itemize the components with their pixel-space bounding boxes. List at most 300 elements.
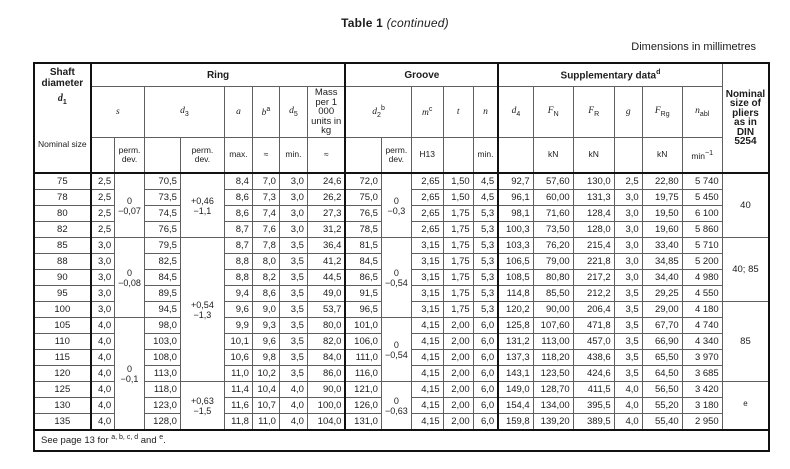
header-m-h13: H13 <box>411 138 443 174</box>
cell-m: 2,65 <box>411 206 443 222</box>
header-group-supplementary: Supplementary data$^d$ <box>498 63 722 87</box>
cell-n: 5,3 <box>473 222 498 238</box>
cell-fr: 128,0 <box>573 222 614 238</box>
cell-d1: 120 <box>34 366 91 382</box>
shaft-diameter-label: Shaft diameter <box>41 67 84 89</box>
header-g: g <box>614 87 642 138</box>
cell-d5: 4,0 <box>279 398 307 414</box>
cell-a: 11,0 <box>224 366 252 382</box>
header-mass-approx: ≈ <box>307 138 345 174</box>
cell-frg: 34,40 <box>642 270 682 286</box>
cell-fr: 424,6 <box>573 366 614 382</box>
cell-d5: 3,5 <box>279 238 307 254</box>
cell-frg: 22,80 <box>642 173 682 190</box>
header-n-min: min. <box>473 138 498 174</box>
cell-d5: 4,0 <box>279 382 307 398</box>
cell-d2: 111,0 <box>345 350 381 366</box>
cell-d2_dev: 0 −0,3 <box>381 173 411 238</box>
cell-m: 4,15 <box>411 318 443 334</box>
cell-s: 3,0 <box>91 270 115 286</box>
cell-s: 2,5 <box>91 190 115 206</box>
cell-t: 1,75 <box>443 238 473 254</box>
cell-pliers: 85 <box>722 302 769 382</box>
cell-b: 11,0 <box>252 414 279 431</box>
cell-pliers: 40 <box>722 173 769 238</box>
cell-t: 2,00 <box>443 366 473 382</box>
cell-fn: 71,60 <box>533 206 573 222</box>
cell-b: 8,2 <box>252 270 279 286</box>
cell-fn: 85,50 <box>533 286 573 302</box>
cell-b: 9,3 <box>252 318 279 334</box>
cell-mass: 80,0 <box>307 318 345 334</box>
cell-t: 2,00 <box>443 334 473 350</box>
cell-s: 4,0 <box>91 414 115 431</box>
cell-g: 3,0 <box>614 206 642 222</box>
cell-s: 4,0 <box>91 318 115 334</box>
header-d2: $d_2^b$ <box>345 87 411 138</box>
cell-a: 8,4 <box>224 173 252 190</box>
cell-fn: 107,60 <box>533 318 573 334</box>
cell-d3_dev: +0,46 −1,1 <box>180 173 224 238</box>
table-row <box>34 318 769 334</box>
cell-frg: 66,90 <box>642 334 682 350</box>
cell-d3_dev: +0,63 −1,5 <box>180 382 224 431</box>
cell-d3: 79,5 <box>144 238 180 254</box>
d1-symbol: $d_1$ <box>57 93 67 106</box>
footnote-markers-abcd: a, b, c, d <box>111 434 139 442</box>
footnote-marker-e: e <box>159 434 164 442</box>
cell-t: 2,00 <box>443 398 473 414</box>
cell-a: 8,8 <box>224 270 252 286</box>
header-shaft-diameter <box>34 63 91 173</box>
cell-n: 5,3 <box>473 206 498 222</box>
cell-s_dev: 0 −0,07 <box>115 173 145 238</box>
cell-d2: 75,0 <box>345 190 381 206</box>
header-d5: $d_5$ <box>279 87 307 138</box>
cell-s: 4,0 <box>91 398 115 414</box>
cell-d2: 84,5 <box>345 254 381 270</box>
header-frg: $F_{Rg}$ <box>642 87 682 138</box>
cell-g: 4,0 <box>614 398 642 414</box>
cell-d1: 100 <box>34 302 91 318</box>
header-d2-perm-dev: perm. dev. <box>381 138 411 174</box>
cell-d4: 143,1 <box>498 366 533 382</box>
cell-m: 3,15 <box>411 254 443 270</box>
cell-d5: 3,5 <box>279 366 307 382</box>
cell-mass: 41,2 <box>307 254 345 270</box>
cell-mass: 49,0 <box>307 286 345 302</box>
cell-frg: 19,60 <box>642 222 682 238</box>
cell-s: 3,0 <box>91 286 115 302</box>
header-d4: $d_4$ <box>498 87 533 138</box>
cell-a: 11,4 <box>224 382 252 398</box>
cell-fr: 128,4 <box>573 206 614 222</box>
cell-d3_dev: +0,54 −1,3 <box>180 238 224 382</box>
cell-nabl: 5 200 <box>682 254 722 270</box>
cell-s: 4,0 <box>91 382 115 398</box>
table-title-main: Table 1 <box>341 16 384 30</box>
footnote-text: See page 13 for $^{a, b, c, d}$ and $^e$. <box>34 430 769 451</box>
cell-nabl: 3 685 <box>682 366 722 382</box>
cell-mass: 86,0 <box>307 366 345 382</box>
cell-a: 9,4 <box>224 286 252 302</box>
cell-n: 4,5 <box>473 173 498 190</box>
cell-pliers: e <box>722 382 769 431</box>
cell-m: 2,65 <box>411 173 443 190</box>
cell-m: 3,15 <box>411 286 443 302</box>
cell-n: 5,3 <box>473 286 498 302</box>
cell-nabl: 5 450 <box>682 190 722 206</box>
cell-mass: 84,0 <box>307 350 345 366</box>
cell-d4: 154,4 <box>498 398 533 414</box>
cell-fn: 80,80 <box>533 270 573 286</box>
cell-d5: 3,0 <box>279 206 307 222</box>
cell-nabl: 5 860 <box>682 222 722 238</box>
cell-d2_dev: 0 −0,54 <box>381 238 411 318</box>
cell-d4: 106,5 <box>498 254 533 270</box>
cell-nabl: 5 740 <box>682 173 722 190</box>
cell-m: 2,65 <box>411 222 443 238</box>
header-mass: Mass per 1 000 units in kg <box>307 87 345 138</box>
cell-d2: 78,5 <box>345 222 381 238</box>
header-nabl: $n_{abl}$ <box>682 87 722 138</box>
cell-d3: 84,5 <box>144 270 180 286</box>
cell-fr: 206,4 <box>573 302 614 318</box>
cell-frg: 33,40 <box>642 238 682 254</box>
cell-d1: 105 <box>34 318 91 334</box>
cell-b: 9,0 <box>252 302 279 318</box>
footnote-row <box>34 430 769 451</box>
cell-d5: 3,5 <box>279 334 307 350</box>
cell-s: 3,0 <box>91 238 115 254</box>
cell-fr: 131,3 <box>573 190 614 206</box>
cell-g: 3,5 <box>614 366 642 382</box>
cell-n: 5,3 <box>473 302 498 318</box>
cell-d4: 149,0 <box>498 382 533 398</box>
cell-frg: 64,50 <box>642 366 682 382</box>
header-t-blank <box>443 138 473 174</box>
cell-fn: 134,00 <box>533 398 573 414</box>
cell-fn: 73,50 <box>533 222 573 238</box>
cell-pliers: 40; 85 <box>722 238 769 302</box>
cell-n: 5,3 <box>473 254 498 270</box>
header-nabl-unit: $\min^{-1}$ <box>682 138 722 174</box>
cell-a: 8,7 <box>224 222 252 238</box>
cell-b: 7,6 <box>252 222 279 238</box>
table-row <box>34 382 769 398</box>
cell-d2_dev: 0 −0,63 <box>381 382 411 431</box>
cell-m: 3,15 <box>411 238 443 254</box>
cell-mass: 53,7 <box>307 302 345 318</box>
cell-frg: 65,50 <box>642 350 682 366</box>
cell-fn: 123,50 <box>533 366 573 382</box>
cell-d3: 94,5 <box>144 302 180 318</box>
cell-nabl: 4 180 <box>682 302 722 318</box>
cell-b: 8,6 <box>252 286 279 302</box>
cell-d2: 126,0 <box>345 398 381 414</box>
cell-b: 10,2 <box>252 366 279 382</box>
cell-fn: 113,00 <box>533 334 573 350</box>
header-s-perm-dev: perm. dev. <box>115 138 145 174</box>
cell-b: 9,6 <box>252 334 279 350</box>
cell-m: 4,15 <box>411 414 443 431</box>
cell-d1: 78 <box>34 190 91 206</box>
cell-fr: 130,0 <box>573 173 614 190</box>
table-title-suffix: (continued) <box>383 16 449 30</box>
cell-frg: 29,25 <box>642 286 682 302</box>
header-group-groove: Groove <box>345 63 498 87</box>
cell-s: 4,0 <box>91 334 115 350</box>
cell-d4: 125,8 <box>498 318 533 334</box>
cell-n: 6,0 <box>473 414 498 431</box>
cell-s: 2,5 <box>91 173 115 190</box>
cell-fr: 471,8 <box>573 318 614 334</box>
cell-d2: 72,0 <box>345 173 381 190</box>
cell-d4: 120,2 <box>498 302 533 318</box>
cell-d3: 73,5 <box>144 190 180 206</box>
header-frg-unit: kN <box>642 138 682 174</box>
cell-d2: 101,0 <box>345 318 381 334</box>
cell-mass: 100,0 <box>307 398 345 414</box>
cell-frg: 55,20 <box>642 398 682 414</box>
header-fr-unit: kN <box>573 138 614 174</box>
cell-fn: 90,00 <box>533 302 573 318</box>
cell-g: 4,0 <box>614 414 642 431</box>
cell-a: 11,6 <box>224 398 252 414</box>
cell-nabl: 4 980 <box>682 270 722 286</box>
cell-a: 10,6 <box>224 350 252 366</box>
cell-b: 8,0 <box>252 254 279 270</box>
header-pliers: Nominal size of pliers as in DIN 5254 <box>722 63 769 173</box>
cell-t: 2,00 <box>443 414 473 431</box>
cell-mass: 90,0 <box>307 382 345 398</box>
cell-fn: 76,20 <box>533 238 573 254</box>
header-n: n <box>473 87 498 138</box>
cell-nabl: 5 710 <box>682 238 722 254</box>
cell-d2: 106,0 <box>345 334 381 350</box>
nominal-size-label: Nominal size <box>38 139 87 149</box>
cell-d4: 137,3 <box>498 350 533 366</box>
cell-d3: 70,5 <box>144 173 180 190</box>
cell-t: 1,75 <box>443 286 473 302</box>
cell-s: 3,0 <box>91 254 115 270</box>
cell-b: 7,8 <box>252 238 279 254</box>
cell-t: 1,75 <box>443 222 473 238</box>
cell-a: 10,1 <box>224 334 252 350</box>
cell-d5: 3,5 <box>279 302 307 318</box>
cell-m: 3,15 <box>411 270 443 286</box>
cell-b: 10,4 <box>252 382 279 398</box>
cell-d5: 3,5 <box>279 270 307 286</box>
cell-s: 2,5 <box>91 206 115 222</box>
cell-t: 2,00 <box>443 350 473 366</box>
cell-a: 8,8 <box>224 254 252 270</box>
cell-fr: 389,5 <box>573 414 614 431</box>
dimensions-note: Dimensions in millimetres <box>631 41 756 53</box>
cell-d3: 98,0 <box>144 318 180 334</box>
cell-fn: 57,60 <box>533 173 573 190</box>
cell-n: 6,0 <box>473 382 498 398</box>
header-d5-min: min. <box>279 138 307 174</box>
cell-d1: 110 <box>34 334 91 350</box>
cell-d1: 90 <box>34 270 91 286</box>
header-a: a <box>224 87 252 138</box>
cell-d2: 91,5 <box>345 286 381 302</box>
cell-d5: 4,0 <box>279 414 307 431</box>
cell-d4: 100,3 <box>498 222 533 238</box>
cell-s: 3,0 <box>91 302 115 318</box>
cell-d3: 76,5 <box>144 222 180 238</box>
table-row <box>34 173 769 190</box>
cell-nabl: 2 950 <box>682 414 722 431</box>
cell-frg: 29,00 <box>642 302 682 318</box>
cell-g: 3,0 <box>614 190 642 206</box>
cell-d3: 108,0 <box>144 350 180 366</box>
cell-t: 2,00 <box>443 318 473 334</box>
cell-nabl: 3 420 <box>682 382 722 398</box>
cell-d1: 80 <box>34 206 91 222</box>
cell-d5: 3,0 <box>279 222 307 238</box>
cell-b: 7,0 <box>252 173 279 190</box>
cell-b: 7,4 <box>252 206 279 222</box>
table-row <box>34 238 769 254</box>
cell-mass: 44,5 <box>307 270 345 286</box>
cell-d5: 3,0 <box>279 190 307 206</box>
cell-d5: 3,5 <box>279 350 307 366</box>
cell-a: 8,7 <box>224 238 252 254</box>
header-b: $b^a$ <box>252 87 279 138</box>
cell-m: 4,15 <box>411 366 443 382</box>
cell-n: 6,0 <box>473 366 498 382</box>
cell-frg: 19,50 <box>642 206 682 222</box>
cell-t: 1,75 <box>443 206 473 222</box>
cell-a: 11,8 <box>224 414 252 431</box>
cell-mass: 104,0 <box>307 414 345 431</box>
cell-s_dev: 0 −0,08 <box>115 238 145 318</box>
cell-d4: 131,2 <box>498 334 533 350</box>
cell-d5: 3,5 <box>279 286 307 302</box>
cell-d3: 103,0 <box>144 334 180 350</box>
cell-s: 4,0 <box>91 350 115 366</box>
cell-t: 1,50 <box>443 173 473 190</box>
cell-fr: 438,6 <box>573 350 614 366</box>
cell-nabl: 6 100 <box>682 206 722 222</box>
cell-t: 1,75 <box>443 302 473 318</box>
cell-d5: 3,0 <box>279 173 307 190</box>
header-d3: $d_3$ <box>144 87 224 138</box>
cell-frg: 56,50 <box>642 382 682 398</box>
cell-m: 2,65 <box>411 190 443 206</box>
cell-mass: 26,2 <box>307 190 345 206</box>
cell-fn: 139,20 <box>533 414 573 431</box>
cell-fn: 128,70 <box>533 382 573 398</box>
cell-g: 3,0 <box>614 238 642 254</box>
cell-a: 8,6 <box>224 190 252 206</box>
header-d4-blank <box>498 138 533 174</box>
header-b-approx: ≈ <box>252 138 279 174</box>
cell-fr: 411,5 <box>573 382 614 398</box>
cell-d2: 81,5 <box>345 238 381 254</box>
cell-d4: 98,1 <box>498 206 533 222</box>
cell-d5: 3,5 <box>279 318 307 334</box>
cell-n: 5,3 <box>473 238 498 254</box>
cell-d1: 125 <box>34 382 91 398</box>
cell-n: 5,3 <box>473 270 498 286</box>
header-m: $m^c$ <box>411 87 443 138</box>
cell-nabl: 4 340 <box>682 334 722 350</box>
header-fn: $F_N$ <box>533 87 573 138</box>
cell-fr: 221,8 <box>573 254 614 270</box>
cell-d3: 118,0 <box>144 382 180 398</box>
cell-d2: 86,5 <box>345 270 381 286</box>
header-d3-perm-dev: perm. dev. <box>180 138 224 174</box>
cell-m: 4,15 <box>411 382 443 398</box>
cell-d4: 103,3 <box>498 238 533 254</box>
cell-d5: 3,5 <box>279 254 307 270</box>
cell-mass: 82,0 <box>307 334 345 350</box>
cell-fn: 60,00 <box>533 190 573 206</box>
header-t: t <box>443 87 473 138</box>
cell-d3: 123,0 <box>144 398 180 414</box>
cell-d2: 116,0 <box>345 366 381 382</box>
cell-n: 6,0 <box>473 334 498 350</box>
cell-frg: 34,85 <box>642 254 682 270</box>
cell-m: 4,15 <box>411 334 443 350</box>
header-d2-value <box>345 138 381 174</box>
cell-d4: 159,8 <box>498 414 533 431</box>
cell-frg: 19,75 <box>642 190 682 206</box>
cell-n: 6,0 <box>473 318 498 334</box>
cell-g: 3,5 <box>614 286 642 302</box>
cell-fr: 215,4 <box>573 238 614 254</box>
cell-d1: 135 <box>34 414 91 431</box>
cell-g: 3,5 <box>614 350 642 366</box>
cell-n: 6,0 <box>473 350 498 366</box>
cell-frg: 55,40 <box>642 414 682 431</box>
header-s: s <box>91 87 145 138</box>
cell-fn: 79,00 <box>533 254 573 270</box>
cell-d4: 108,5 <box>498 270 533 286</box>
header-group-ring: Ring <box>91 63 346 87</box>
cell-d3: 74,5 <box>144 206 180 222</box>
cell-a: 9,6 <box>224 302 252 318</box>
cell-g: 3,5 <box>614 318 642 334</box>
cell-d4: 92,7 <box>498 173 533 190</box>
cell-d2: 96,5 <box>345 302 381 318</box>
cell-mass: 36,4 <box>307 238 345 254</box>
cell-frg: 67,70 <box>642 318 682 334</box>
cell-mass: 31,2 <box>307 222 345 238</box>
cell-nabl: 3 970 <box>682 350 722 366</box>
cell-t: 1,75 <box>443 270 473 286</box>
cell-t: 1,75 <box>443 254 473 270</box>
footnote-d-marker: d <box>656 68 661 76</box>
cell-m: 3,15 <box>411 302 443 318</box>
cell-d3: 82,5 <box>144 254 180 270</box>
cell-d1: 95 <box>34 286 91 302</box>
cell-d3: 128,0 <box>144 414 180 431</box>
header-d3-value <box>144 138 180 174</box>
cell-mass: 27,3 <box>307 206 345 222</box>
cell-d2: 121,0 <box>345 382 381 398</box>
cell-fr: 457,0 <box>573 334 614 350</box>
cell-s: 2,5 <box>91 222 115 238</box>
cell-g: 3,5 <box>614 302 642 318</box>
header-g-blank <box>614 138 642 174</box>
cell-t: 1,50 <box>443 190 473 206</box>
cell-d4: 96,1 <box>498 190 533 206</box>
cell-g: 2,5 <box>614 173 642 190</box>
